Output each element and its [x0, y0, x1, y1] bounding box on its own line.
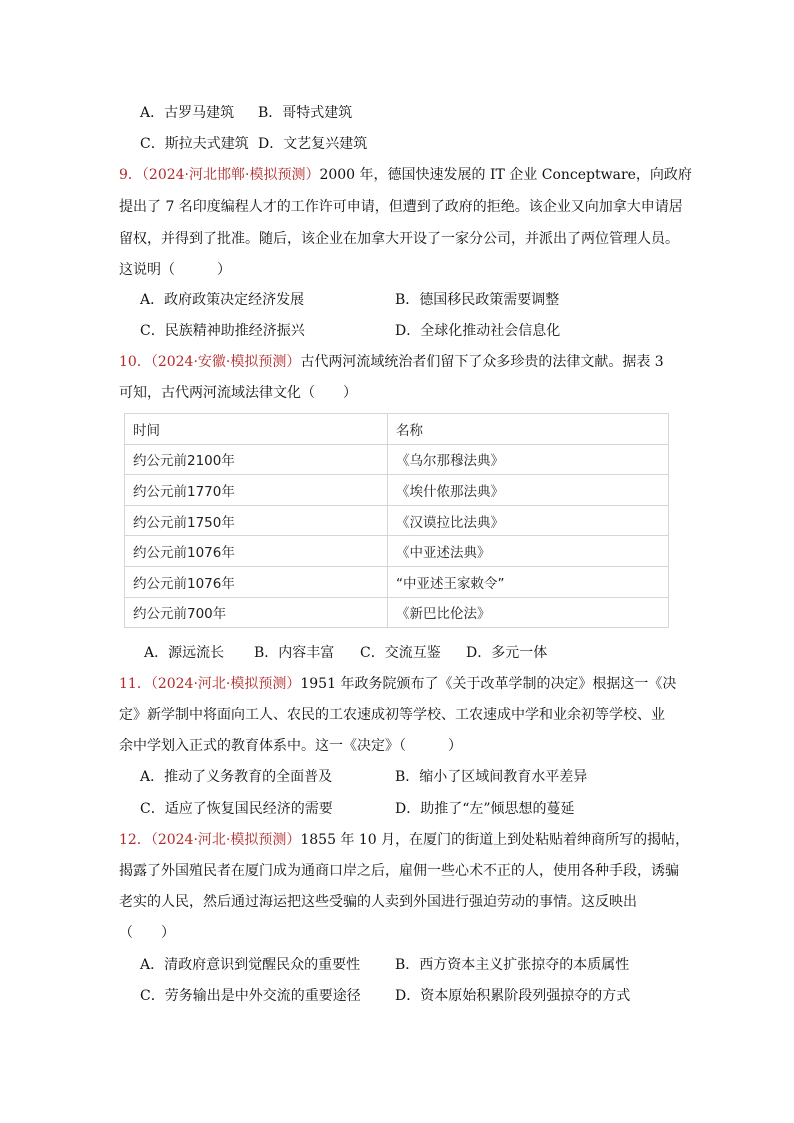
q9-option-d: D．全球化推动社会信息化 [395, 323, 561, 339]
table-cell-time: 约公元前2100年 [125, 444, 388, 475]
table-row [125, 597, 669, 628]
table-header-row [125, 414, 669, 445]
q10-stem-line-2: 可知，古代两河流域法律文化（ ） [119, 385, 357, 401]
table-row [125, 566, 669, 597]
q11-stem-line-1 [119, 674, 676, 694]
q12-source: （2024·河北·模拟预测） [150, 832, 301, 848]
q10-option-a: A．源远流长 [144, 645, 225, 661]
table-cell-name: 《埃什侬那法典》 [388, 475, 669, 506]
q11-option-a: A．推动了义务教育的全面普及 [140, 769, 333, 785]
table-cell-name: “中亚述王家敕令” [388, 566, 669, 597]
q12-option-c: C．劳务输出是中外交流的重要途径 [140, 988, 361, 1004]
q12-option-d: D．资本原始积累阶段列强掠夺的方式 [395, 988, 631, 1004]
q11-option-b: B．缩小了区域间教育水平差异 [395, 769, 588, 785]
q9-option-c: C．民族精神助推经济振兴 [140, 323, 305, 339]
q10-number: 10． [119, 354, 151, 370]
q12-option-a: A．清政府意识到觉醒民众的重要性 [140, 957, 361, 973]
q8-option-c: C．斯拉夫式建筑 [140, 136, 249, 152]
table-row [125, 505, 669, 536]
table-cell-time: 约公元前1770年 [125, 475, 388, 506]
q11-number: 11． [119, 676, 151, 692]
q12-stem-line-1 [119, 830, 689, 850]
q10-option-b: B．内容丰富 [254, 645, 335, 661]
q10-option-d: D．多元一体 [466, 645, 548, 661]
q10-source: （2024·安徽·模拟预测） [150, 354, 301, 370]
q11-stem-line-2: 定》新学制中将面向工人、农民的工农速成初等学校、工农速成中学和业余初等学校、业 [119, 707, 665, 723]
q12-number: 12． [119, 832, 151, 848]
q9-source: （2024·河北邯郸·模拟预测） [141, 167, 320, 183]
q9-number: 9． [119, 167, 142, 183]
q9-option-a: A．政府政策决定经济发展 [140, 292, 305, 308]
law-documents-table [124, 413, 669, 628]
q12-text-1: 1855 年 10 月，在厦门的街道上到处粘贴着绅商所写的揭帖， [300, 832, 690, 848]
q9-stem-line-2: 提出了 7 名印度编程人才的工作许可申请，但遭到了政府的拒绝。该企业又向加拿大申请居 [119, 199, 683, 215]
q12-stem-line-4: （ ） [119, 925, 175, 941]
table-cell-time: 约公元前1076年 [125, 566, 388, 597]
q9-stem-line-3: 留权，并得到了批准。随后，该企业在加拿大开设了一家分公司，并派出了两位管理人员。 [119, 231, 679, 247]
q8-option-a: A．古罗马建筑 [140, 105, 235, 121]
table-row [125, 536, 669, 567]
q12-option-b: B．西方资本主义扩张掠夺的本质属性 [395, 957, 630, 973]
q9-stem-line-1 [119, 165, 692, 185]
table-header-cell-name: 名称 [388, 414, 669, 445]
q11-source: （2024·河北·模拟预测） [150, 676, 301, 692]
q8-option-b: B．哥特式建筑 [258, 105, 353, 121]
q11-option-d: D．助推了“左”倾思想的蔓延 [395, 801, 575, 817]
table-cell-name: 《汉谟拉比法典》 [388, 505, 669, 536]
table-cell-name: 《新巴比伦法》 [388, 597, 669, 628]
q8-option-d: D．文艺复兴建筑 [258, 136, 368, 152]
q9-stem-line-4: 这说明（ ） [119, 262, 231, 278]
q10-option-c: C．交流互鉴 [360, 645, 441, 661]
q11-text-1: 1951 年政务院颁布了《关于改革学制的决定》根据这一《决 [300, 676, 677, 692]
q12-stem-line-2: 揭露了外国殖民者在厦门成为通商口岸之后，雇佣一些心术不正的人，使用各种手段，诱骗 [119, 863, 679, 879]
q10-stem-line-1 [119, 352, 664, 372]
q11-option-c: C．适应了恢复国民经济的需要 [140, 801, 333, 817]
q10-text-1: 古代两河流域统治者们留下了众多珍贵的法律文献。据表 3 [300, 354, 664, 370]
q12-stem-line-3: 老实的人民，然后通过海运把这些受骗的人卖到外国进行强迫劳动的事情。这反映出 [119, 894, 637, 910]
table-cell-name: 《乌尔那穆法典》 [388, 444, 669, 475]
q11-stem-line-3: 余中学划入正式的教育体系中。这一《决定》（ ） [119, 738, 462, 754]
table-cell-time: 约公元前1750年 [125, 505, 388, 536]
table-row [125, 444, 669, 475]
table-cell-time: 约公元前700年 [125, 597, 388, 628]
table-cell-name: 《中亚述法典》 [388, 536, 669, 567]
table-header-cell-time: 时间 [125, 414, 388, 445]
table-cell-time: 约公元前1076年 [125, 536, 388, 567]
table-row [125, 475, 669, 506]
q9-option-b: B．德国移民政策需要调整 [395, 292, 560, 308]
q9-text-1: 2000 年，德国快速发展的 IT 企业 Conceptware，向政府 [319, 167, 692, 183]
